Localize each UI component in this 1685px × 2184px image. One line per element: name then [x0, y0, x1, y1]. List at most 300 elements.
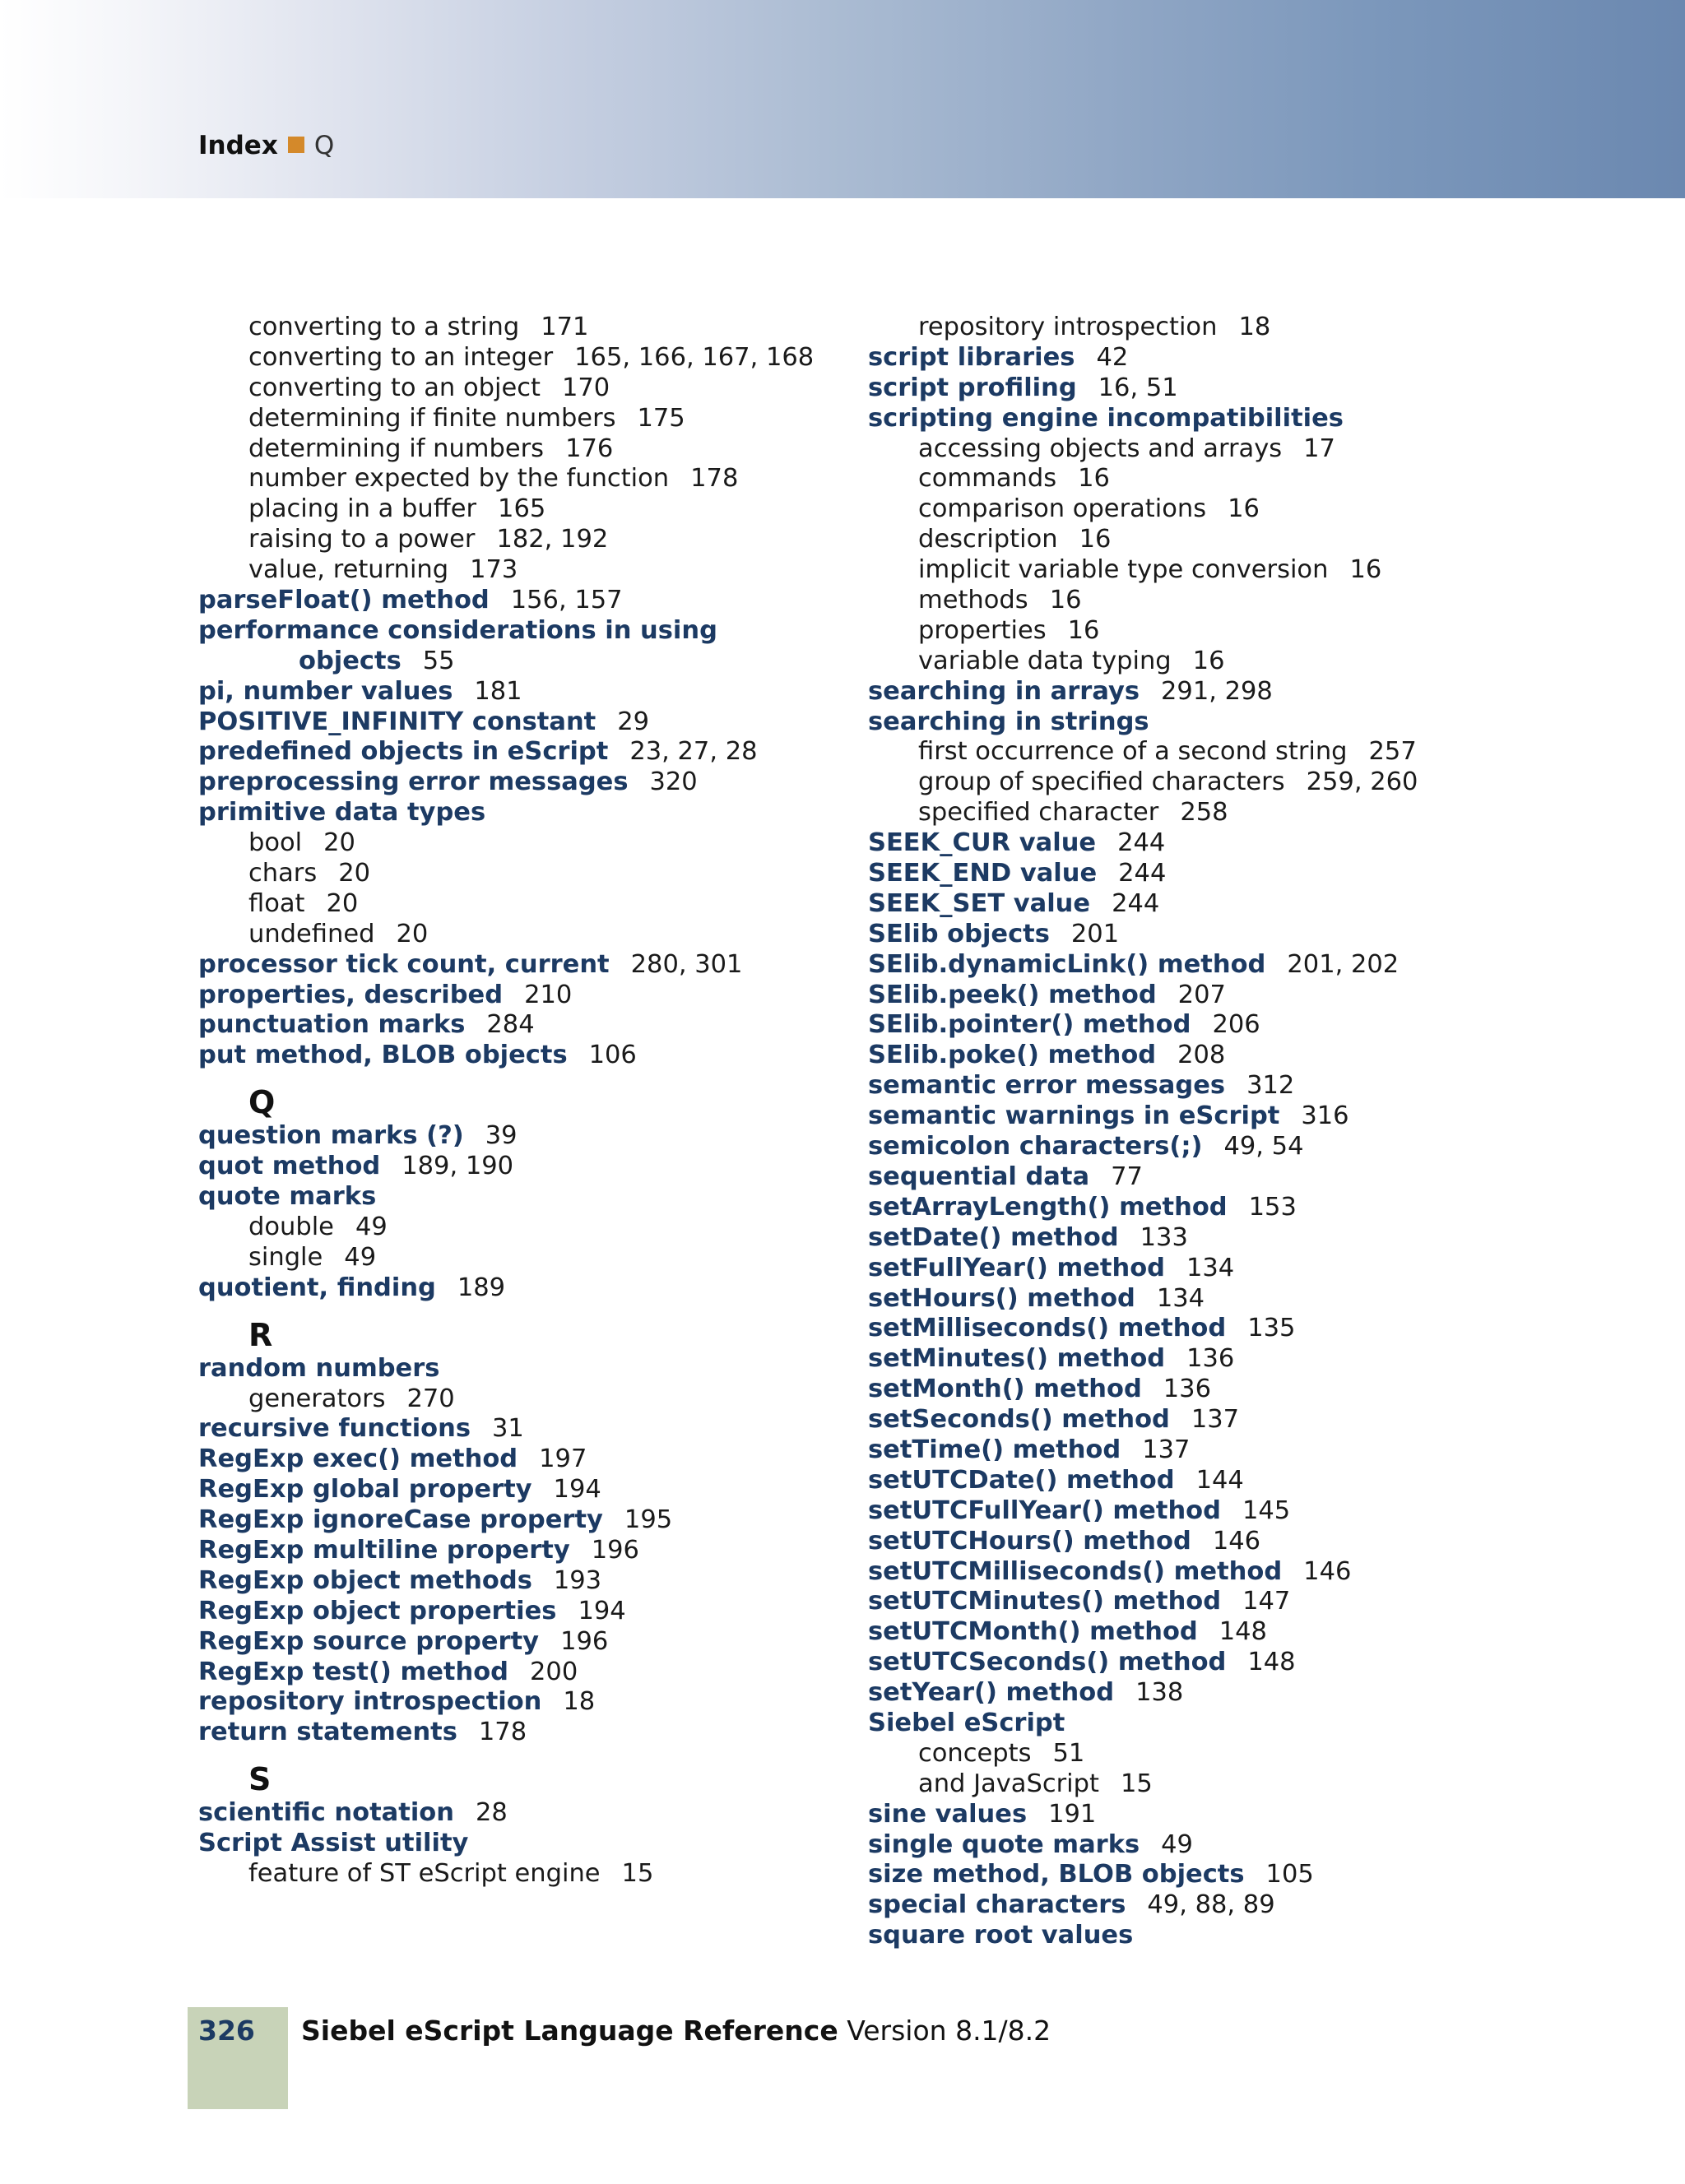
- index-term: raising to a power: [248, 525, 476, 554]
- index-term: size method, BLOB objects: [868, 1860, 1245, 1890]
- index-term: properties, described: [198, 980, 504, 1009]
- index-subentry: [198, 859, 856, 889]
- index-page-refs: 196: [591, 1535, 639, 1565]
- index-term: variable data typing: [918, 646, 1172, 675]
- index-entry: [198, 1010, 856, 1041]
- index-entry: [198, 1658, 856, 1688]
- index-entry: [868, 1435, 1526, 1466]
- index-term: setMilliseconds() method: [868, 1314, 1227, 1343]
- index-term: setMinutes() method: [868, 1344, 1166, 1374]
- index-subentry: [868, 767, 1526, 798]
- index-term: predefined objects in eScript: [198, 737, 609, 767]
- index-page-refs: 29: [617, 707, 650, 736]
- index-page-refs: 16: [1079, 525, 1112, 554]
- index-term: setYear() method: [868, 1678, 1115, 1708]
- index-term: setUTCFullYear() method: [868, 1495, 1221, 1525]
- index-term: sequential data: [868, 1162, 1090, 1191]
- index-entry: [868, 1557, 1526, 1588]
- index-entry: [198, 737, 856, 767]
- index-page-refs: 28: [475, 1798, 508, 1828]
- index-page-refs: 208: [1177, 1041, 1226, 1070]
- index-entry: [868, 1254, 1526, 1284]
- index-entry: [868, 889, 1526, 920]
- index-term: random numbers: [198, 1353, 440, 1383]
- index-term: question marks (?): [198, 1121, 464, 1151]
- index-page-refs: 193: [553, 1565, 602, 1595]
- index-entry: [198, 707, 856, 738]
- index-subentry: [198, 828, 856, 859]
- index-term: commands: [918, 464, 1057, 494]
- index-term: converting to an object: [248, 373, 541, 402]
- index-subentry: [868, 647, 1526, 677]
- index-page-refs: 16: [1228, 494, 1260, 524]
- index-term: parseFloat() method: [198, 586, 490, 615]
- index-page-refs: 147: [1242, 1587, 1291, 1616]
- index-term: primitive data types: [198, 798, 486, 828]
- index-page-refs: 182, 192: [496, 525, 609, 554]
- index-term: square root values: [868, 1921, 1134, 1950]
- index-page-refs: 244: [1118, 859, 1167, 888]
- index-term: repository introspection: [198, 1687, 542, 1717]
- index-term: semantic error messages: [868, 1071, 1226, 1101]
- index-page-refs: 316: [1301, 1101, 1349, 1131]
- index-entry: [868, 373, 1526, 404]
- index-term: single quote marks: [868, 1829, 1140, 1859]
- index-subentry: [868, 616, 1526, 647]
- footer-title-text: Siebel eScript Language Reference: [301, 2015, 838, 2047]
- index-page-refs: 42: [1096, 342, 1129, 372]
- index-page-refs: 320: [649, 767, 698, 797]
- index-page-refs: 181: [474, 676, 522, 706]
- index-term: RegExp multiline property: [198, 1535, 570, 1565]
- index-entry: [868, 1648, 1526, 1678]
- index-page-refs: 39: [485, 1121, 518, 1151]
- footer-book-title: [301, 2015, 1051, 2047]
- index-page-refs: 49: [1161, 1829, 1193, 1859]
- index-term: comparison operations: [918, 494, 1207, 524]
- index-page-refs: 144: [1195, 1465, 1244, 1495]
- index-term: return statements: [198, 1718, 457, 1747]
- index-page-refs: 210: [524, 980, 573, 1009]
- index-page-refs: 201: [1070, 919, 1120, 948]
- index-page-refs: 165, 166, 167, 168: [574, 342, 815, 372]
- index-entry: [198, 1798, 856, 1829]
- index-term: SEEK_END value: [868, 859, 1098, 888]
- index-entry: [198, 1475, 856, 1505]
- index-page-refs: 291, 298: [1161, 676, 1273, 706]
- index-entry: [198, 1354, 856, 1384]
- index-subentry: [868, 737, 1526, 767]
- index-page-refs: 31: [492, 1414, 524, 1444]
- index-entry: [198, 1505, 856, 1536]
- index-entry: [198, 1152, 856, 1182]
- index-term: repository introspection: [918, 313, 1218, 341]
- index-page-refs: 49, 54: [1223, 1132, 1304, 1162]
- index-page-refs: 51: [1052, 1738, 1085, 1768]
- index-term: undefined: [248, 919, 375, 948]
- index-page-refs: 148: [1247, 1648, 1296, 1677]
- index-entry: [868, 1890, 1526, 1921]
- index-page-refs: 106: [588, 1041, 637, 1070]
- index-term: single: [248, 1242, 323, 1272]
- index-page-refs: 135: [1247, 1314, 1296, 1343]
- index-page-refs: 146: [1303, 1556, 1352, 1586]
- index-term: setUTCMilliseconds() method: [868, 1556, 1283, 1586]
- index-term: converting to an integer: [248, 342, 554, 372]
- index-page-refs: 191: [1048, 1799, 1097, 1829]
- index-term: first occurrence of a second string: [918, 737, 1348, 767]
- index-entry: [868, 859, 1526, 889]
- index-page-refs: 20: [396, 919, 429, 948]
- index-subentry: [868, 1769, 1526, 1800]
- index-page-refs: 55: [422, 646, 455, 675]
- index-entry: [198, 616, 856, 647]
- index-page-refs: 20: [338, 859, 371, 888]
- index-page-refs: 178: [478, 1718, 527, 1747]
- index-term: RegExp global property: [198, 1475, 532, 1505]
- index-term: properties: [918, 615, 1047, 645]
- index-term: feature of ST eScript engine: [248, 1858, 601, 1888]
- index-term: float: [248, 888, 305, 918]
- index-term: setUTCSeconds() method: [868, 1648, 1227, 1677]
- index-entry: [868, 1709, 1526, 1739]
- index-entry: [868, 1101, 1526, 1132]
- index-entry: [868, 1587, 1526, 1617]
- index-term: special characters: [868, 1890, 1126, 1920]
- index-term: SEEK_SET value: [868, 888, 1091, 918]
- index-term: performance considerations in using: [198, 615, 717, 645]
- index-page-refs: 196: [560, 1626, 609, 1656]
- index-page-refs: 138: [1135, 1678, 1184, 1708]
- index-entry: [868, 1193, 1526, 1223]
- index-page-refs: 156, 157: [510, 586, 623, 615]
- index-entry: [868, 1405, 1526, 1435]
- index-page-refs: 136: [1163, 1375, 1211, 1404]
- index-page-refs: 173: [470, 555, 518, 585]
- index-entry: [868, 1162, 1526, 1193]
- index-entry: [868, 1678, 1526, 1709]
- index-term: bool: [248, 828, 303, 858]
- index-page-refs: 189: [457, 1273, 506, 1302]
- index-entry: [868, 920, 1526, 950]
- header-letter: Q: [313, 131, 335, 160]
- index-letter-heading: S: [248, 1761, 272, 1798]
- index-term: setSeconds() method: [868, 1405, 1170, 1435]
- index-entry: [868, 1071, 1526, 1101]
- index-page-refs: 244: [1117, 828, 1166, 858]
- index-entry: [868, 1800, 1526, 1830]
- index-subentry: [868, 494, 1526, 525]
- index-term: put method, BLOB objects: [198, 1041, 568, 1070]
- index-term: punctuation marks: [198, 1010, 466, 1040]
- index-term: searching in strings: [868, 707, 1149, 736]
- index-entry: [868, 1344, 1526, 1375]
- index-term: sine values: [868, 1799, 1028, 1829]
- index-entry: [868, 1010, 1526, 1041]
- footer-page-number: 326: [198, 2015, 255, 2047]
- index-term: script libraries: [868, 342, 1075, 372]
- index-page-refs: 134: [1186, 1253, 1235, 1282]
- index-page-refs: 153: [1248, 1192, 1297, 1222]
- index-term: semantic warnings in eScript: [868, 1101, 1280, 1131]
- index-term: SElib.peek() method: [868, 980, 1157, 1009]
- index-entry: [198, 1414, 856, 1444]
- index-term: recursive functions: [198, 1414, 471, 1444]
- index-page-refs: 18: [1238, 313, 1271, 341]
- index-term: RegExp object methods: [198, 1565, 532, 1595]
- index-subentry: [868, 555, 1526, 586]
- index-entry: [868, 707, 1526, 738]
- index-page-refs: 189, 190: [402, 1152, 514, 1181]
- index-page-refs: 258: [1180, 798, 1228, 828]
- index-page-refs: 176: [565, 434, 614, 463]
- header-banner: [0, 0, 1685, 198]
- index-term: methods: [918, 586, 1028, 615]
- index-term: double: [248, 1212, 334, 1241]
- index-subentry: [868, 1739, 1526, 1769]
- index-term: and JavaScript: [918, 1769, 1099, 1798]
- index-term: setHours() method: [868, 1283, 1135, 1313]
- index-page-refs: 165: [498, 494, 546, 524]
- index-page-refs: 170: [561, 373, 610, 402]
- index-page-refs: 133: [1140, 1222, 1188, 1252]
- index-entry: [198, 1627, 856, 1658]
- index-subentry: [198, 1213, 856, 1243]
- index-subentry: [198, 464, 856, 494]
- index-page-refs: 194: [553, 1475, 601, 1505]
- index-page-refs: 134: [1156, 1283, 1205, 1313]
- index-subentry: [198, 404, 856, 434]
- index-term: setArrayLength() method: [868, 1192, 1228, 1222]
- index-page-refs: 16, 51: [1098, 373, 1178, 402]
- index-subentry: [198, 525, 856, 555]
- header-square-icon: [288, 137, 304, 153]
- index-page-refs: 148: [1218, 1617, 1267, 1647]
- index-subentry: [198, 920, 856, 950]
- running-header: [198, 129, 334, 162]
- index-entry: [868, 404, 1526, 434]
- index-page-refs: 171: [541, 313, 589, 341]
- index-subentry: [198, 555, 856, 586]
- index-term: Siebel eScript: [868, 1708, 1065, 1737]
- index-entry: [868, 981, 1526, 1011]
- index-entry: [868, 828, 1526, 859]
- index-term: RegExp object properties: [198, 1596, 557, 1625]
- index-entry: [868, 1223, 1526, 1254]
- index-term: converting to a string: [248, 313, 520, 341]
- index-letter-heading: R: [248, 1316, 273, 1353]
- index-page-refs: 244: [1112, 888, 1160, 918]
- index-subentry: [198, 313, 856, 343]
- index-page-refs: 15: [621, 1858, 654, 1888]
- index-entry: [868, 1860, 1526, 1890]
- footer-version: Version 8.1/8.2: [847, 2015, 1051, 2047]
- index-term: Script Assist utility: [198, 1829, 469, 1858]
- index-term: SEEK_CUR value: [868, 828, 1097, 858]
- index-entry: [868, 343, 1526, 373]
- index-entry: [198, 981, 856, 1011]
- index-page-refs: 195: [624, 1505, 673, 1535]
- index-term: SElib.poke() method: [868, 1041, 1157, 1070]
- index-page-refs: 178: [690, 464, 739, 494]
- index-term: SElib.dynamicLink() method: [868, 949, 1266, 979]
- index-term: setFullYear() method: [868, 1253, 1165, 1282]
- index-page-refs: 312: [1246, 1071, 1295, 1101]
- index-term: setUTCMinutes() method: [868, 1587, 1222, 1616]
- index-entry: [868, 950, 1526, 981]
- index-term: concepts: [918, 1738, 1032, 1768]
- index-page-refs: 49: [355, 1212, 388, 1241]
- index-term: setUTCMonth() method: [868, 1617, 1198, 1647]
- index-term: setDate() method: [868, 1222, 1119, 1252]
- index-entry: [868, 1830, 1526, 1861]
- index-entry: [198, 1718, 856, 1748]
- index-subentry: [198, 434, 856, 465]
- index-page-refs: 49: [344, 1242, 377, 1272]
- index-entry: [868, 1284, 1526, 1315]
- index-subentry: [198, 494, 856, 525]
- index-subentry: [868, 525, 1526, 555]
- index-term: scientific notation: [198, 1798, 454, 1828]
- index-page-refs: 23, 27, 28: [629, 737, 758, 767]
- index-entry: [868, 1132, 1526, 1162]
- index-entry: [868, 1375, 1526, 1405]
- index-term: specified character: [918, 798, 1159, 828]
- index-entry: [198, 950, 856, 981]
- index-subentry: [198, 1384, 856, 1415]
- index-term: scripting engine incompatibilities: [868, 403, 1344, 433]
- index-page-refs: 16: [1067, 615, 1100, 645]
- index-term: number expected by the function: [248, 464, 670, 494]
- index-page-refs: 146: [1212, 1526, 1261, 1556]
- index-term: searching in arrays: [868, 676, 1140, 706]
- index-page-refs: 206: [1212, 1010, 1260, 1040]
- index-subentry: [868, 313, 1526, 343]
- index-page-refs: 145: [1242, 1495, 1291, 1525]
- index-term: setUTCHours() method: [868, 1526, 1191, 1556]
- index-term: generators: [248, 1384, 386, 1413]
- index-entry: [868, 1496, 1526, 1527]
- index-page-refs: 17: [1303, 434, 1335, 463]
- index-page-refs: 200: [530, 1657, 578, 1686]
- index-page-refs: 137: [1191, 1405, 1240, 1435]
- index-page-refs: 137: [1142, 1435, 1191, 1464]
- index-page-refs: 207: [1177, 980, 1226, 1009]
- index-term: setMonth() method: [868, 1375, 1142, 1404]
- index-page-refs: 105: [1265, 1860, 1314, 1890]
- index-term: processor tick count, current: [198, 949, 610, 979]
- index-page-refs: 16: [1349, 555, 1382, 585]
- index-term: implicit variable type conversion: [918, 555, 1329, 585]
- index-entry: [868, 1527, 1526, 1557]
- index-page-refs: 194: [578, 1596, 626, 1625]
- index-entry: [198, 1041, 856, 1071]
- index-column-left: [198, 313, 856, 1890]
- index-term: determining if numbers: [248, 434, 545, 463]
- index-term: placing in a buffer: [248, 494, 477, 524]
- index-subentry: [868, 434, 1526, 465]
- index-subentry: [198, 889, 856, 920]
- index-entry: [868, 677, 1526, 707]
- index-subentry: [198, 343, 856, 373]
- index-term: group of specified characters: [918, 767, 1285, 797]
- index-term: SElib objects: [868, 919, 1050, 948]
- index-entry: [868, 1921, 1526, 1951]
- index-entry: [868, 1617, 1526, 1648]
- index-subentry: [868, 798, 1526, 828]
- index-page-refs: 257: [1368, 737, 1417, 767]
- index-term: RegExp ignoreCase property: [198, 1505, 603, 1535]
- index-entry: [198, 1273, 856, 1304]
- index-page-refs: 49, 88, 89: [1147, 1890, 1275, 1920]
- index-letter-heading: Q: [248, 1084, 276, 1121]
- index-term: POSITIVE_INFINITY constant: [198, 707, 596, 736]
- index-page-refs: 280, 301: [630, 949, 743, 979]
- index-subentry: [198, 1243, 856, 1273]
- index-entry: [868, 1314, 1526, 1344]
- index-term: setUTCDate() method: [868, 1465, 1175, 1495]
- index-term: preprocessing error messages: [198, 767, 629, 797]
- index-page-refs: 259, 260: [1306, 767, 1418, 797]
- index-entry: [198, 1182, 856, 1213]
- index-entry: [198, 677, 856, 707]
- index-term: semicolon characters(;): [868, 1132, 1203, 1162]
- index-term: RegExp test() method: [198, 1657, 509, 1686]
- index-entry: [198, 1829, 856, 1859]
- index-entry: [868, 1041, 1526, 1071]
- index-entry: [198, 767, 856, 798]
- index-term: determining if finite numbers: [248, 403, 616, 433]
- index-entry: [198, 647, 856, 677]
- index-page-refs: 16: [1078, 464, 1110, 494]
- header-section: Index: [198, 131, 278, 160]
- index-term: accessing objects and arrays: [918, 434, 1283, 463]
- index-subentry: [868, 464, 1526, 494]
- index-term: chars: [248, 859, 318, 888]
- index-term: RegExp source property: [198, 1626, 540, 1656]
- index-entry: [198, 798, 856, 828]
- index-entry: [868, 1466, 1526, 1496]
- index-term: pi, number values: [198, 676, 453, 706]
- index-page-refs: 16: [1192, 646, 1225, 675]
- index-term: SElib.pointer() method: [868, 1010, 1191, 1040]
- index-page-refs: 201, 202: [1287, 949, 1400, 979]
- index-subentry: [198, 373, 856, 404]
- index-page-refs: 18: [563, 1687, 596, 1717]
- index-page-refs: 270: [406, 1384, 455, 1413]
- index-term: script profiling: [868, 373, 1077, 402]
- index-column-right: [868, 313, 1526, 1951]
- index-page-refs: 77: [1111, 1162, 1143, 1191]
- index-page-refs: 16: [1049, 586, 1082, 615]
- index-entry: [198, 1566, 856, 1597]
- index-page-refs: 20: [326, 888, 359, 918]
- index-term: value, returning: [248, 555, 449, 585]
- index-page-refs: 197: [539, 1444, 587, 1474]
- index-subentry: [198, 1859, 856, 1890]
- index-term: setTime() method: [868, 1435, 1121, 1464]
- index-term: quote marks: [198, 1182, 377, 1212]
- index-page-refs: 175: [637, 403, 685, 433]
- index-entry: [198, 1536, 856, 1566]
- index-entry: [198, 1597, 856, 1627]
- index-entry: [198, 586, 856, 616]
- index-page-refs: 284: [486, 1010, 535, 1040]
- index-subentry: [868, 586, 1526, 616]
- index-page-refs: 136: [1186, 1344, 1235, 1374]
- index-page-refs: 15: [1120, 1769, 1153, 1798]
- index-term: quot method: [198, 1152, 381, 1181]
